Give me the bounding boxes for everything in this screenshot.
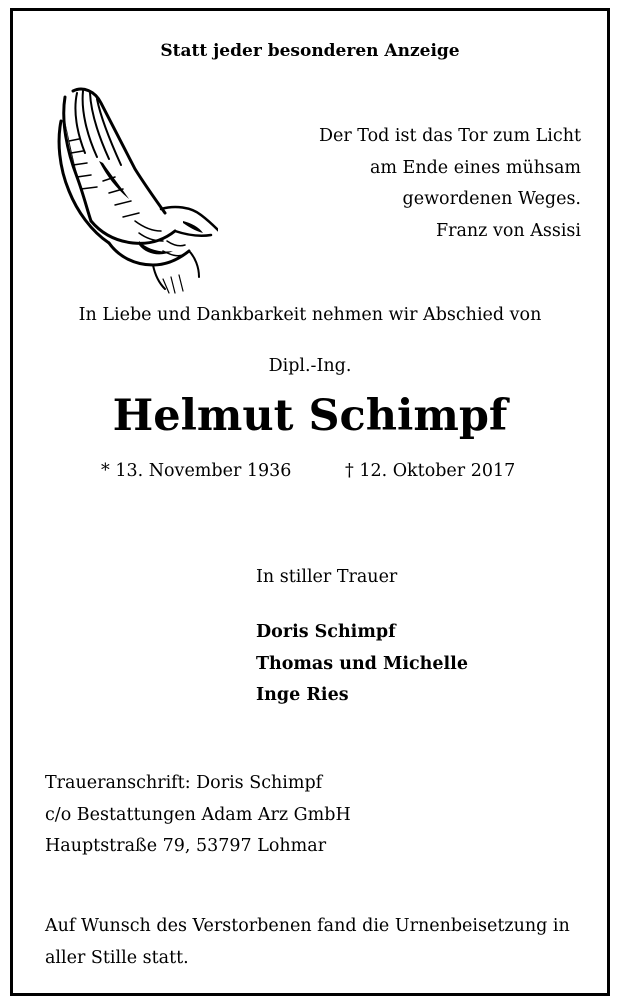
quote-line: gewordenen Weges. — [402, 189, 581, 209]
address-line: Hauptstraße 79, 53797 Lohmar — [45, 836, 327, 856]
mourning-phrase: In stiller Trauer — [256, 567, 398, 587]
deceased-name: Helmut Schimpf — [112, 391, 508, 441]
family-member: Doris Schimpf — [256, 622, 396, 642]
academic-title: Dipl.-Ing. — [268, 356, 352, 376]
family-member: Inge Ries — [256, 685, 349, 705]
obituary-notice — [10, 8, 610, 996]
notice-header: Statt jeder besonderen Anzeige — [160, 41, 460, 61]
death-date: † 12. Oktober 2017 — [345, 461, 516, 481]
family-member: Thomas und Michelle — [256, 653, 468, 674]
mourning-address — [45, 768, 351, 863]
address-line: c/o Bestattungen Adam Arz GmbH — [45, 804, 351, 825]
burial-note: Auf Wunsch des Verstorbenen fand die Urnenbeisetzung in aller Stille statt. — [45, 916, 570, 968]
quote-line: Der Tod ist das Tor zum Licht — [318, 126, 581, 146]
quote-author: Franz von Assisi — [435, 220, 581, 241]
praying-hands-icon — [43, 81, 218, 296]
quote — [319, 121, 581, 247]
address-line: Traueranschrift: Doris Schimpf — [45, 773, 323, 793]
farewell-intro: In Liebe und Dankbarkeit nehmen wir Abschied von — [78, 305, 542, 325]
birth-date: * 13. November 1936 — [101, 461, 292, 481]
quote-line: am Ende eines mühsam — [369, 157, 581, 178]
family-list — [256, 617, 468, 712]
